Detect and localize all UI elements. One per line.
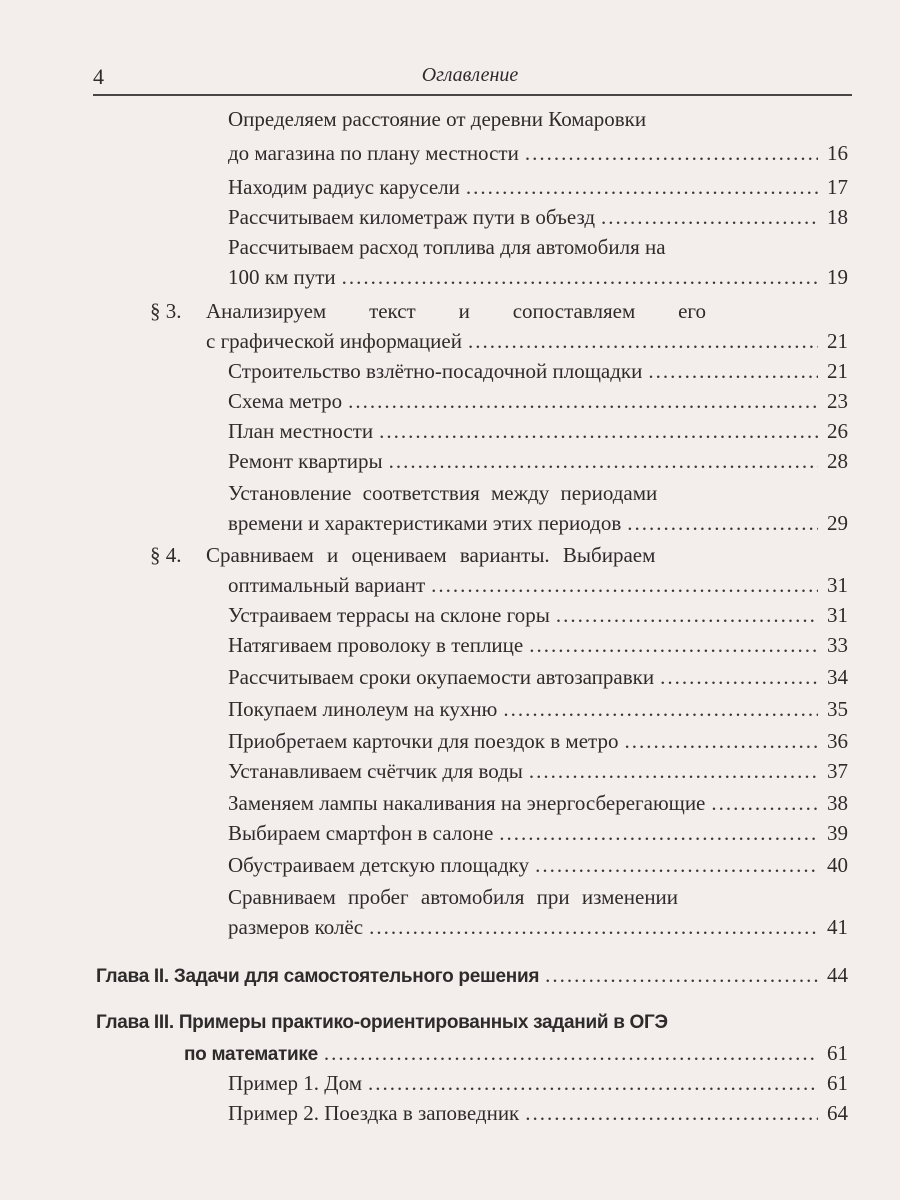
- toc-entry[interactable]: Находим радиус карусели ..... 17: [228, 172, 848, 202]
- toc-entry[interactable]: Выбираем смартфон в салоне ..... 39: [228, 818, 848, 848]
- toc-section-3[interactable]: с графической информацией ..... 21: [206, 326, 848, 356]
- toc-entry[interactable]: Ремонт квартиры ..... 28: [228, 446, 848, 476]
- toc-section-4[interactable]: оптимальный вариант ..... 31: [228, 570, 848, 600]
- toc-entry[interactable]: План местности ..... 26: [228, 416, 848, 446]
- toc-chapter-2[interactable]: Глава II. Задачи для самостоятельного решения ..... 44: [96, 960, 848, 992]
- toc-entry-line: Определяем расстояние от деревни Комаровки: [228, 107, 647, 131]
- toc-entry[interactable]: размеров колёс ..... 41: [228, 912, 848, 942]
- toc-entry[interactable]: Устанавливаем счётчик для воды ..... 37: [228, 756, 848, 786]
- toc-chapter-3[interactable]: по математике ..... 61: [184, 1038, 848, 1070]
- toc-entry[interactable]: Обустраиваем детскую площадку ..... 40: [228, 850, 848, 880]
- header-rule: [93, 94, 852, 96]
- toc-entry[interactable]: Устраиваем террасы на склоне горы ..... 31: [228, 600, 848, 630]
- toc-entry[interactable]: 100 км пути ..... 19: [228, 262, 848, 292]
- section-title-line: Сравниваем и оцениваем варианты. Выбираем: [206, 543, 656, 567]
- toc-entry[interactable]: Строительство взлётно-посадочной площадки ..... 21: [228, 356, 848, 386]
- section-title-line: Анализируем текст и сопоставляем его: [206, 299, 706, 323]
- toc-entry[interactable]: времени и характеристиками этих периодов ..... 29: [228, 508, 848, 538]
- toc-entry[interactable]: Пример 1. Дом ..... 61: [228, 1068, 848, 1098]
- toc-entry-line: Установление соответствия между периодами: [228, 481, 658, 505]
- toc-entry-line: Рассчитываем расход топлива для автомобиля на: [228, 235, 666, 259]
- chapter-title-line: Глава III. Примеры практико-ориентированных заданий в ОГЭ: [96, 1012, 668, 1033]
- toc-entry[interactable]: до магазина по плану местности ..... 16: [228, 138, 848, 168]
- toc-entry[interactable]: Рассчитываем километраж пути в объезд ..... 18: [228, 202, 848, 232]
- page-number: 4: [93, 64, 104, 89]
- toc-entry[interactable]: Схема метро ..... 23: [228, 386, 848, 416]
- toc-entry[interactable]: Пример 2. Поездка в заповедник ..... 64: [228, 1098, 848, 1128]
- toc-entry[interactable]: Приобретаем карточки для поездок в метро ..... 36: [228, 726, 848, 756]
- dot-leader: [525, 138, 818, 168]
- running-title: Оглавление: [421, 64, 519, 86]
- toc-entry-line: Сравниваем пробег автомобиля при изменении: [228, 885, 679, 909]
- section-mark: § 4.: [150, 543, 182, 567]
- toc-entry[interactable]: Покупаем линолеум на кухню ..... 35: [228, 694, 848, 724]
- section-mark: § 3.: [150, 299, 182, 323]
- toc-entry[interactable]: Рассчитываем сроки окупаемости автозаправки ..... 34: [228, 662, 848, 692]
- toc-entry[interactable]: Натягиваем проволоку в теплице ..... 33: [228, 630, 848, 660]
- toc-entry[interactable]: Заменяем лампы накаливания на энергосберегающие ..... 38: [228, 788, 848, 818]
